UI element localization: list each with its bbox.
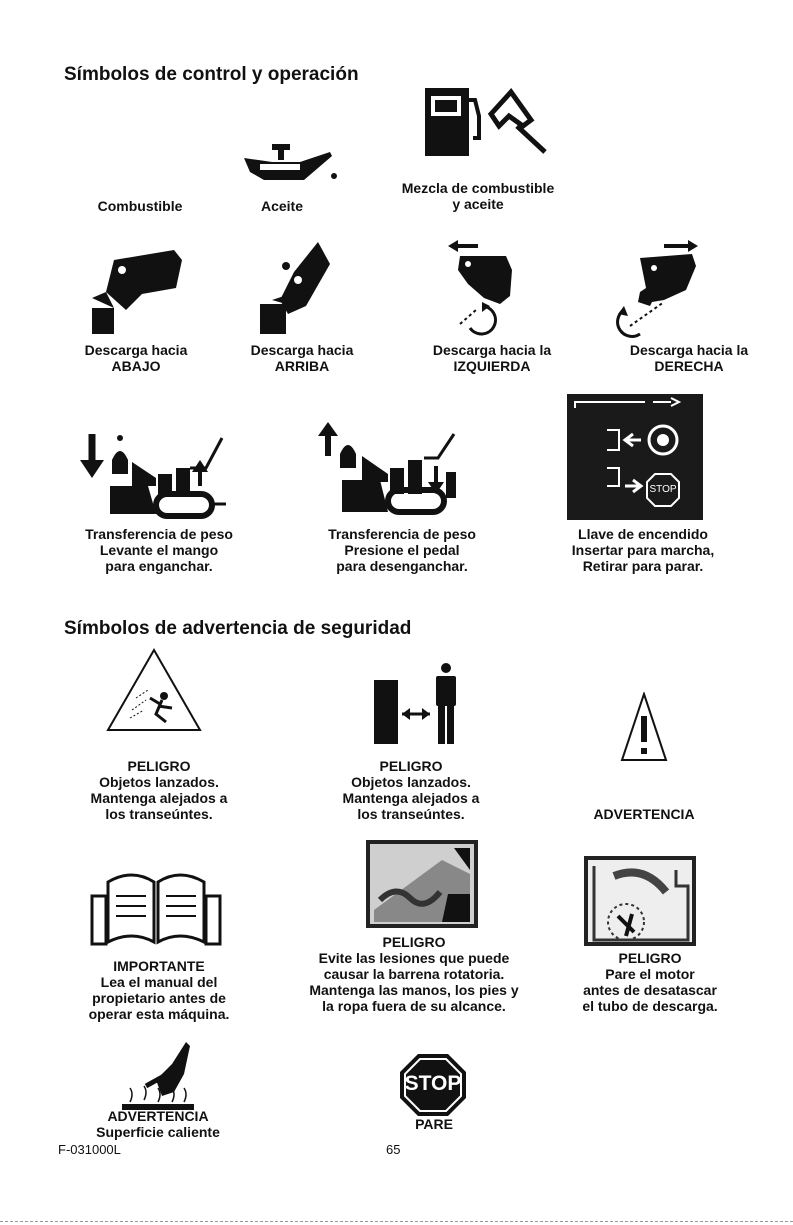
section-title-control: Símbolos de control y operación — [64, 64, 359, 85]
manual-book-icon — [88, 866, 224, 948]
ignition-stop-text: STOP — [649, 484, 677, 495]
fuel-oil-mix-icon — [423, 86, 553, 158]
chute-left-icon — [446, 240, 526, 338]
label-danger-chute: PELIGRO Pare el motor antes de desatascar el tubo de descarga. — [582, 950, 718, 1014]
chute-down-icon — [86, 248, 190, 334]
thrown-objects-icon — [106, 648, 202, 732]
label-chute-left: Descarga hacia la IZQUIERDA — [432, 342, 552, 374]
oil-can-icon — [242, 142, 340, 188]
weight-transfer-engage-icon — [76, 430, 250, 520]
label-fuel-oil-mix: Mezcla de combustible y aceite — [401, 180, 555, 212]
label-warning: ADVERTENCIA — [593, 806, 695, 822]
label-danger-auger: PELIGRO Evite las lesiones que puede causar la barrena rotatoria. Mantenga las manos, los pies y la ropa fuera de su alcance. — [309, 934, 519, 1014]
weight-transfer-disengage-icon — [312, 420, 472, 520]
label-chute-right: Descarga hacia la DERECHA — [629, 342, 749, 374]
hot-surface-icon — [116, 1040, 200, 1112]
bystander-distance-icon — [372, 662, 462, 746]
discharge-chute-icon — [584, 856, 696, 946]
rotating-auger-icon — [366, 840, 478, 928]
label-fuel: Combustible — [97, 198, 183, 214]
document-code: F-031000L — [58, 1142, 121, 1157]
label-weight-disengage: Transferencia de peso Presione el pedal para desenganchar. — [328, 526, 476, 574]
label-chute-down: Descarga hacia ABAJO — [84, 342, 188, 374]
ignition-key-icon — [567, 394, 703, 520]
label-stop: PARE — [415, 1116, 453, 1132]
label-oil: Aceite — [260, 198, 304, 214]
label-weight-engage: Transferencia de peso Levante el mango para enganchar. — [85, 526, 233, 574]
label-chute-up: Descarga hacia ARRIBA — [250, 342, 354, 374]
label-danger-bystander: PELIGRO Objetos lanzados. Mantenga alejados a los transeúntes. — [342, 758, 480, 822]
chute-up-icon — [258, 240, 342, 334]
label-danger-thrown: PELIGRO Objetos lanzados. Mantenga alejados a los transeúntes. — [90, 758, 228, 822]
label-warning-hot: ADVERTENCIA Superficie caliente — [96, 1108, 220, 1140]
page-number: 65 — [386, 1142, 401, 1157]
page-edge-divider — [0, 1221, 793, 1222]
stop-sign-icon — [398, 1052, 468, 1118]
warning-triangle-icon — [620, 692, 668, 762]
label-ignition: Llave de encendido Insertar para marcha, Retirar para parar. — [571, 526, 715, 574]
chute-right-icon — [610, 240, 700, 338]
label-important-manual: IMPORTANTE Lea el manual del propietario antes de operar esta máquina. — [88, 958, 230, 1022]
section-title-safety: Símbolos de advertencia de seguridad — [64, 618, 412, 639]
stop-sign-text: STOP — [404, 1072, 462, 1095]
